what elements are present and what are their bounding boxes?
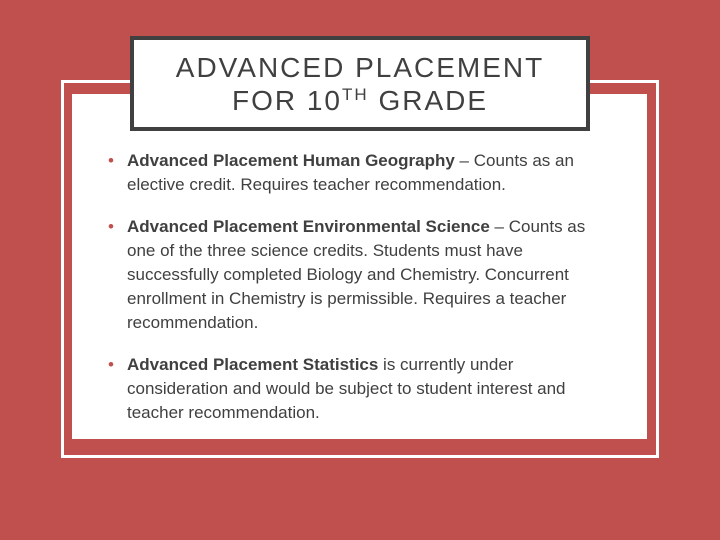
course-name: Advanced Placement Human Geography bbox=[127, 151, 455, 170]
title-line-1: ADVANCED PLACEMENT bbox=[175, 51, 545, 83]
bullet-item bbox=[108, 353, 608, 425]
bullet-point-icon: • bbox=[108, 217, 114, 236]
course-name: Advanced Placement Environmental Science bbox=[127, 217, 490, 236]
course-description: – Counts as an elective credit. Requires teacher recommendation. bbox=[127, 151, 574, 194]
bullet-list bbox=[108, 149, 608, 443]
title-line-2-suffix: GRADE bbox=[368, 84, 489, 116]
title-box bbox=[130, 36, 590, 131]
bullet-item bbox=[108, 215, 608, 335]
title-superscript: TH bbox=[342, 84, 369, 104]
bullet-item bbox=[108, 149, 608, 197]
slide-title bbox=[176, 51, 544, 117]
bullet-point-icon: • bbox=[108, 151, 114, 170]
course-name: Advanced Placement Statistics bbox=[127, 355, 379, 374]
course-description: – Counts as one of the three science credits. Students must have successfully completed Biology and Chemistry. Concurrent enrollment in Chemistry is permissible. Requires a teacher recommendation. bbox=[127, 217, 586, 332]
course-description: is currently under consideration and would be subject to student interest and teacher recommendation. bbox=[127, 355, 566, 422]
title-line-2-prefix: FOR 10 bbox=[231, 84, 342, 116]
bullet-point-icon: • bbox=[108, 355, 114, 374]
